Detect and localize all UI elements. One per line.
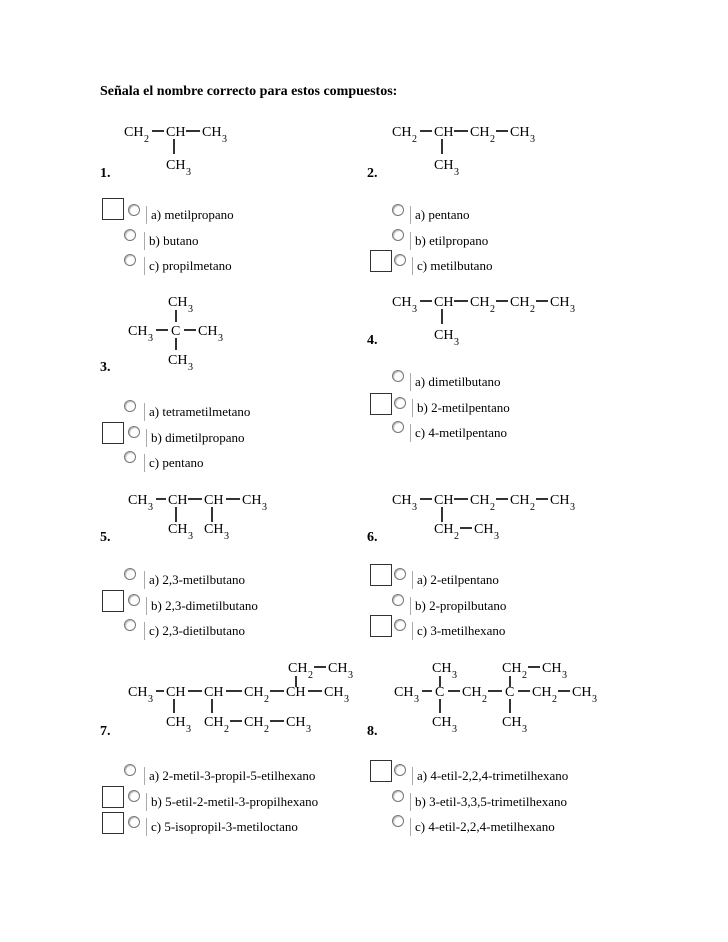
structure-1 (120, 120, 250, 180)
svg-text:3: 3 (570, 502, 575, 513)
answer-checkbox[interactable] (102, 422, 124, 444)
structure-4 (388, 290, 588, 350)
svg-text:CH: CH (572, 685, 592, 700)
answer-checkbox[interactable] (370, 250, 392, 272)
option-label: a) tetrametilmetano (144, 403, 250, 421)
svg-text:CH: CH (286, 685, 306, 700)
option-radio[interactable] (394, 568, 406, 580)
svg-text:3: 3 (218, 333, 223, 344)
svg-text:3: 3 (530, 134, 535, 145)
answer-checkbox[interactable] (370, 615, 392, 637)
option-label: a) 2,3-metilbutano (144, 571, 245, 589)
svg-text:3: 3 (262, 502, 267, 513)
svg-text:C: C (171, 324, 181, 339)
option-label: b) 5-etil-2-metil-3-propilhexano (146, 793, 318, 811)
option-label: a) metilpropano (146, 206, 234, 224)
svg-text:CH: CH (166, 158, 186, 173)
option-radio[interactable] (124, 451, 136, 463)
svg-text:CH: CH (204, 522, 224, 537)
f-ch: CH (124, 125, 144, 140)
svg-text:3: 3 (562, 670, 567, 681)
svg-text:CH: CH (432, 661, 452, 676)
option-label: c) 5-isopropil-3-metiloctano (146, 818, 298, 836)
option-label: c) metilbutano (412, 257, 492, 275)
svg-text:CH: CH (128, 493, 148, 508)
option-label: a) 2-metil-3-propil-5-etilhexano (144, 767, 315, 785)
svg-text:2: 2 (454, 531, 459, 542)
svg-text:3: 3 (454, 337, 459, 348)
svg-text:3: 3 (452, 670, 457, 681)
svg-text:CH: CH (204, 685, 224, 700)
option-label: b) 2-propilbutano (410, 597, 506, 615)
svg-text:CH: CH (434, 295, 454, 310)
svg-text:CH: CH (244, 685, 264, 700)
svg-text:CH: CH (166, 715, 186, 730)
svg-text:C: C (435, 685, 445, 700)
svg-text:CH: CH (434, 328, 454, 343)
svg-text:2: 2 (530, 304, 535, 315)
svg-text:2: 2 (490, 304, 495, 315)
svg-text:2: 2 (224, 724, 229, 735)
svg-text:CH: CH (392, 493, 412, 508)
option-radio[interactable] (392, 594, 404, 606)
svg-text:CH: CH (202, 125, 222, 140)
svg-text:CH: CH (128, 685, 148, 700)
option-label: c) 4-etil-2,2,4-metilhexano (410, 818, 555, 836)
option-label: a) 2-etilpentano (412, 571, 499, 589)
svg-text:CH: CH (510, 295, 530, 310)
svg-text:2: 2 (522, 670, 527, 681)
option-radio[interactable] (394, 254, 406, 266)
svg-text:3: 3 (344, 694, 349, 705)
svg-text:2: 2 (308, 670, 313, 681)
option-label: c) 2,3-dietilbutano (144, 622, 245, 640)
option-radio[interactable] (392, 370, 404, 382)
option-radio[interactable] (128, 790, 140, 802)
svg-text:CH: CH (128, 324, 148, 339)
option-label: c) pentano (144, 454, 204, 472)
svg-text:CH: CH (168, 522, 188, 537)
svg-text:3: 3 (348, 670, 353, 681)
svg-text:3: 3 (412, 502, 417, 513)
svg-text:CH: CH (470, 125, 490, 140)
svg-text:CH: CH (288, 661, 308, 676)
svg-text:CH: CH (510, 125, 530, 140)
svg-text:3: 3 (494, 531, 499, 542)
svg-text:CH: CH (168, 353, 188, 368)
svg-text:CH: CH (550, 295, 570, 310)
option-radio[interactable] (392, 815, 404, 827)
svg-text:CH: CH (550, 493, 570, 508)
svg-text:CH: CH (434, 158, 454, 173)
question-number: 5. (100, 530, 111, 545)
answer-checkbox[interactable] (102, 786, 124, 808)
option-label: b) butano (144, 232, 198, 250)
option-radio[interactable] (128, 816, 140, 828)
option-radio[interactable] (124, 254, 136, 266)
question-number: 3. (100, 360, 111, 375)
svg-text:3: 3 (224, 531, 229, 542)
svg-text:CH: CH (198, 324, 218, 339)
svg-text:CH: CH (532, 685, 552, 700)
option-radio[interactable] (128, 426, 140, 438)
option-radio[interactable] (124, 400, 136, 412)
option-radio[interactable] (394, 397, 406, 409)
option-label: b) 2-metilpentano (412, 399, 510, 417)
option-label: b) 3-etil-3,3,5-trimetilhexano (410, 793, 567, 811)
option-radio[interactable] (128, 204, 140, 216)
svg-text:2: 2 (412, 134, 417, 145)
option-radio[interactable] (392, 229, 404, 241)
svg-text:2: 2 (482, 694, 487, 705)
option-radio[interactable] (392, 204, 404, 216)
svg-text:CH: CH (166, 685, 186, 700)
structure-3 (124, 290, 254, 373)
svg-text:3: 3 (222, 134, 227, 145)
svg-text:3: 3 (414, 694, 419, 705)
svg-text:CH: CH (502, 715, 522, 730)
option-radio[interactable] (124, 764, 136, 776)
svg-text:2: 2 (552, 694, 557, 705)
option-label: c) 4-metilpentano (410, 424, 507, 442)
svg-text:2: 2 (490, 502, 495, 513)
svg-text:CH: CH (168, 493, 188, 508)
answer-checkbox[interactable] (370, 564, 392, 586)
option-radio[interactable] (394, 764, 406, 776)
option-label: a) dimetilbutano (410, 373, 501, 391)
svg-text:3: 3 (454, 167, 459, 178)
svg-text:CH: CH (470, 295, 490, 310)
option-radio[interactable] (128, 594, 140, 606)
structure-7 (124, 656, 364, 736)
svg-text:CH: CH (434, 493, 454, 508)
question-number: 2. (367, 166, 378, 181)
svg-text:3: 3 (306, 724, 311, 735)
question-number: 8. (367, 724, 378, 739)
svg-text:2: 2 (144, 134, 149, 145)
svg-text:CH: CH (242, 493, 262, 508)
svg-text:CH: CH (542, 661, 562, 676)
svg-text:3: 3 (188, 362, 193, 373)
option-label: b) dimetilpropano (146, 429, 245, 447)
svg-text:3: 3 (570, 304, 575, 315)
svg-text:CH: CH (432, 715, 452, 730)
structure-2 (388, 120, 568, 180)
svg-text:CH: CH (392, 125, 412, 140)
option-label: b) etilpropano (410, 232, 488, 250)
answer-checkbox[interactable] (102, 812, 124, 834)
svg-text:3: 3 (186, 724, 191, 735)
option-radio[interactable] (124, 229, 136, 241)
question-number: 6. (367, 530, 378, 545)
svg-text:CH: CH (474, 522, 494, 537)
svg-text:CH: CH (510, 493, 530, 508)
svg-text:CH: CH (394, 685, 414, 700)
structure-6 (388, 488, 588, 548)
option-label: a) 4-etil-2,2,4-trimetilhexano (412, 767, 568, 785)
svg-text:3: 3 (148, 333, 153, 344)
svg-text:2: 2 (264, 724, 269, 735)
svg-text:CH: CH (166, 125, 186, 140)
svg-text:CH: CH (434, 125, 454, 140)
answer-checkbox[interactable] (370, 393, 392, 415)
structure-5 (124, 488, 284, 548)
answer-checkbox[interactable] (102, 198, 124, 220)
svg-text:3: 3 (188, 531, 193, 542)
structure-8 (390, 656, 610, 736)
svg-text:3: 3 (522, 724, 527, 735)
svg-text:3: 3 (452, 724, 457, 735)
option-radio[interactable] (124, 568, 136, 580)
svg-text:CH: CH (204, 715, 224, 730)
svg-text:3: 3 (188, 304, 193, 315)
svg-text:3: 3 (592, 694, 597, 705)
page-title: Señala el nombre correcto para estos compuestos: (100, 84, 398, 99)
question-number: 7. (100, 724, 111, 739)
answer-checkbox[interactable] (102, 590, 124, 612)
question-number: 1. (100, 166, 111, 181)
option-radio[interactable] (394, 619, 406, 631)
option-radio[interactable] (392, 421, 404, 433)
svg-text:C: C (505, 685, 515, 700)
option-label: a) pentano (410, 206, 470, 224)
option-label: b) 2,3-dimetilbutano (146, 597, 258, 615)
svg-text:CH: CH (244, 715, 264, 730)
svg-text:CH: CH (204, 493, 224, 508)
option-label: c) propilmetano (144, 257, 232, 275)
svg-text:CH: CH (470, 493, 490, 508)
svg-text:CH: CH (168, 295, 188, 310)
option-radio[interactable] (392, 790, 404, 802)
svg-text:CH: CH (328, 661, 348, 676)
option-label: c) 3-metilhexano (412, 622, 505, 640)
svg-text:2: 2 (264, 694, 269, 705)
question-number: 4. (367, 333, 378, 348)
svg-text:2: 2 (490, 134, 495, 145)
svg-text:2: 2 (530, 502, 535, 513)
svg-text:CH: CH (502, 661, 522, 676)
svg-text:CH: CH (392, 295, 412, 310)
svg-text:CH: CH (462, 685, 482, 700)
svg-text:3: 3 (148, 502, 153, 513)
answer-checkbox[interactable] (370, 760, 392, 782)
svg-text:3: 3 (148, 694, 153, 705)
svg-text:3: 3 (412, 304, 417, 315)
svg-text:3: 3 (186, 167, 191, 178)
svg-text:CH: CH (324, 685, 344, 700)
svg-text:CH: CH (286, 715, 306, 730)
svg-text:CH: CH (434, 522, 454, 537)
option-radio[interactable] (124, 619, 136, 631)
